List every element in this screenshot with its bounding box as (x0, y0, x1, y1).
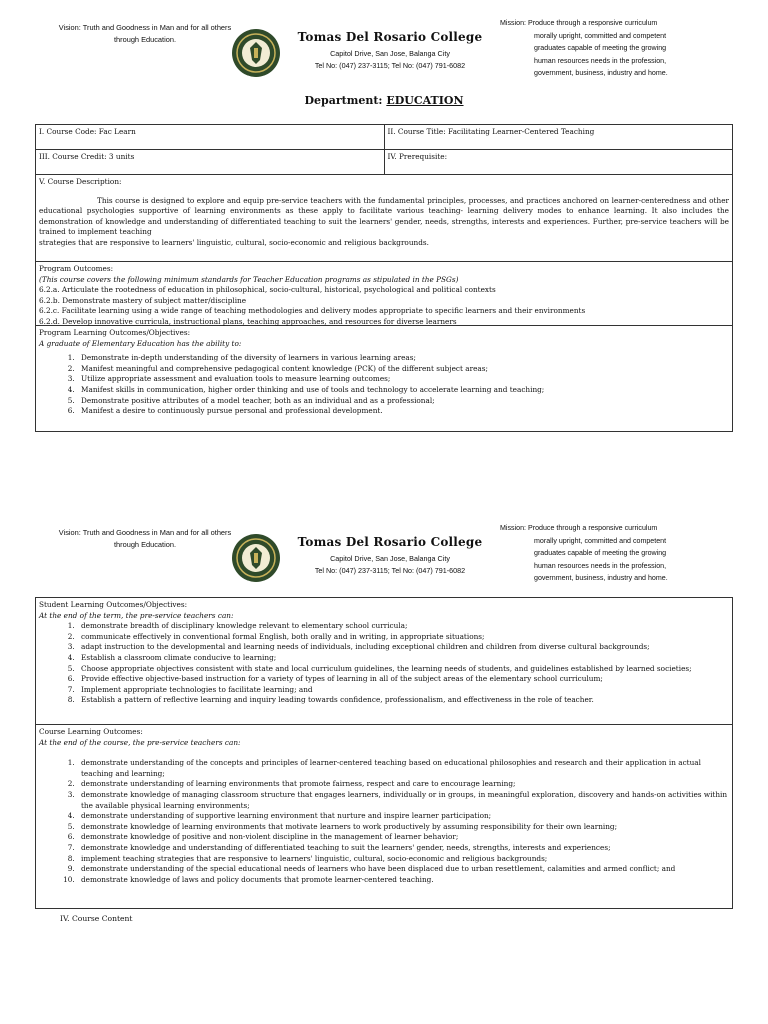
college-seal-icon (231, 28, 281, 78)
program-outcome-item: 6.2.d. Develop innovative curricula, instructional plans, teaching approaches, and resources for diverse learners (39, 316, 457, 326)
list-item: 1. demonstrate understanding of the concepts and principles of learner-centered teaching based on educational philosophies and research and their application in actual teaching and learning; (77, 758, 729, 779)
course-row-1 (36, 125, 732, 150)
program-learning-intro: A graduate of Elementary Education has the ability to: (39, 338, 242, 348)
department-value: EDUCATION (386, 94, 464, 107)
list-item: 4. Manifest skills in communication, higher order thinking and use of tools and technology to accelerate learning and teaching; (77, 385, 729, 396)
mission-line: graduates capable of meeting the growing (534, 549, 667, 557)
program-outcome-item: 6.2.a. Articulate the rootedness of education in philosophical, socio-cultural, historical, psychological and political contexts (39, 285, 496, 295)
course-row-2 (36, 150, 732, 175)
list-item: 6. Manifest a desire to continuously pursue personal and professional development. (77, 406, 729, 417)
college-name: Tomas Del Rosario College (297, 535, 483, 549)
college-block (290, 535, 490, 575)
college-name: Tomas Del Rosario College (297, 30, 483, 44)
course-description-text-end: strategies that are responsive to learners' linguistic, cultural, socio-economic and religious backgrounds. (39, 237, 429, 247)
program-learning-list (39, 353, 729, 417)
page-one (0, 0, 768, 416)
college-seal-icon (231, 533, 281, 583)
mission-line: government, business, industry and home. (534, 69, 668, 77)
mission-line: graduates capable of meeting the growing (534, 44, 667, 52)
course-learning-section (36, 725, 732, 908)
mission-line: Mission: Produce through a responsive curriculum (500, 524, 658, 532)
list-item: 5. Demonstrate positive attributes of a model teacher, both as an individual and as a professional; (77, 396, 729, 407)
program-outcomes-heading: Program Outcomes: (39, 264, 114, 273)
course-title: II. Course Title: Facilitating Learner-Centered Teaching (387, 127, 595, 136)
list-item: 3. Utilize appropriate assessment and evaluation tools to measure learning outcomes; (77, 374, 729, 385)
mission-statement (500, 522, 709, 585)
program-outcomes-note: (This course covers the following minimum standards for Teacher Education programs as stipulated in the PSGs) (39, 274, 459, 284)
mission-line: human resources needs in the profession, (534, 561, 667, 570)
mission-line: government, business, industry and home. (534, 574, 668, 582)
list-item: 3. adapt instruction to the developmental and learning needs of individuals, including exceptional children and children from diverse cultural backgrounds; (77, 642, 729, 653)
list-item: 2. Manifest meaningful and comprehensive pedagogical content knowledge (PCK) of the different subject areas; (77, 364, 729, 375)
vision-statement: Vision: Truth and Goodness in Man and for all others through Education. (58, 23, 232, 44)
vision-statement: Vision: Truth and Goodness in Man and for all others through Education. (58, 528, 232, 549)
course-description-heading: V. Course Description: (39, 177, 122, 186)
letterhead (0, 505, 768, 590)
course-learning-intro: At the end of the course, the pre-service teachers can: (39, 737, 241, 747)
mission-line: morally upright, committed and competent (534, 31, 667, 40)
program-learning-heading: Program Learning Outcomes/Objectives: (39, 328, 191, 337)
student-learning-list (39, 621, 729, 706)
list-item: 2. communicate effectively in conventional formal English, both orally and in writing, in appropriate situations; (77, 632, 729, 643)
course-info-table (35, 124, 733, 432)
list-item: 1. Demonstrate in-depth understanding of the diversity of learners in various learning areas; (77, 353, 729, 364)
mission-line: Mission: Produce through a responsive curriculum (500, 19, 658, 27)
course-learning-heading: Course Learning Outcomes: (39, 727, 143, 736)
college-address: Capitol Drive, San Jose, Balanga City (330, 554, 450, 563)
department-heading (0, 94, 768, 107)
department-label: Department: (304, 94, 383, 107)
list-item: 10. demonstrate knowledge of laws and policy documents that promote learner-centered teaching. (77, 875, 729, 886)
student-learning-intro: At the end of the term, the pre-service teachers can: (39, 610, 234, 620)
college-telephone: Tel No: (047) 237-3115; Tel No: (047) 791-6082 (314, 566, 466, 575)
letterhead (0, 0, 768, 85)
course-prerequisite: IV. Prerequisite: (387, 152, 448, 161)
college-block (290, 30, 490, 70)
course-description-text: This course is designed to explore and equip pre-service teachers with the fundamental principles, processes, and practices anchored on learner-centeredness and other educational psychologies supportive of learning environments as these apply to facilitate various teaching- learning delivery modes to enhance learning. It also includes the demonstration of knowledge and understanding of differentiated teaching to suit the learners' gender, needs, strengths, interests and experiences. Further, pre-service teachers will be trained to implement teaching (39, 195, 729, 237)
learning-outcomes-table (35, 597, 733, 909)
list-item: 9. demonstrate understanding of the special educational needs of learners who have been displaced due to urban resettlement, calamities and armed conflict; and (77, 864, 729, 875)
college-telephone: Tel No: (047) 237-3115; Tel No: (047) 791-6082 (314, 61, 466, 70)
list-item: 5. demonstrate knowledge of learning environments that motivate learners to work productively by assuming responsibility for their own learning; (77, 822, 729, 833)
course-code: I. Course Code: Fac Learn (36, 125, 385, 149)
mission-line: morally upright, committed and competent (534, 536, 667, 545)
program-outcome-item: 6.2.c. Facilitate learning using a wide range of teaching methodologies and delivery modes appropriate to specific learners and their environments (39, 306, 586, 316)
list-item: 5. Choose appropriate objectives consistent with state and local curriculum guidelines, the learning needs of students, and guidelines established by learned societies; (77, 664, 729, 675)
college-address: Capitol Drive, San Jose, Balanga City (330, 49, 450, 58)
list-item: 4. demonstrate understanding of supportive learning environment that nurture and inspire learner participation; (77, 811, 729, 822)
program-outcomes-section (36, 262, 732, 326)
student-learning-section (36, 598, 732, 725)
page-two (0, 505, 768, 923)
course-content-heading: IV. Course Content (60, 914, 133, 923)
program-outcome-item: 6.2.b. Demonstrate mastery of subject matter/discipline (39, 295, 247, 305)
list-item: 7. demonstrate knowledge and understanding of differentiated teaching to suit the learners' gender, needs, strengths, interests and experiences; (77, 843, 729, 854)
list-item: 8. implement teaching strategies that are responsive to learners' linguistic, cultural, socio-economic and religious backgrounds; (77, 854, 729, 865)
student-learning-heading: Student Learning Outcomes/Objectives: (39, 600, 188, 609)
mission-line: human resources needs in the profession, (534, 56, 667, 65)
list-item: 1. demonstrate breadth of disciplinary knowledge relevant to elementary school curricula; (77, 621, 729, 632)
list-item: 3. demonstrate knowledge of managing classroom structure that engages learners, individually or in groups, in meaningful exploration, discovery and hands-on activities within the available physical learning environments; (77, 790, 729, 811)
list-item: 8. Establish a pattern of reflective learning and inquiry leading towards confidence, professionalism, and effectiveness in the role of teacher. (77, 695, 729, 706)
list-item: 6. Provide effective objective-based instruction for a variety of types of learning in all of the subject areas of the elementary school curriculum; (77, 674, 729, 685)
course-learning-list (39, 758, 729, 885)
list-item: 2. demonstrate understanding of learning environments that promote fairness, respect and care to encourage learning; (77, 779, 729, 790)
list-item: 4. Establish a classroom climate conducive to learning; (77, 653, 729, 664)
course-description-section (36, 175, 732, 262)
list-item: 7. Implement appropriate technologies to facilitate learning; and (77, 685, 729, 696)
course-credit: III. Course Credit: 3 units (36, 150, 385, 174)
mission-statement (500, 17, 709, 80)
list-item: 6. demonstrate knowledge of positive and non-violent discipline in the management of learner behavior; (77, 832, 729, 843)
program-learning-section (36, 326, 732, 431)
